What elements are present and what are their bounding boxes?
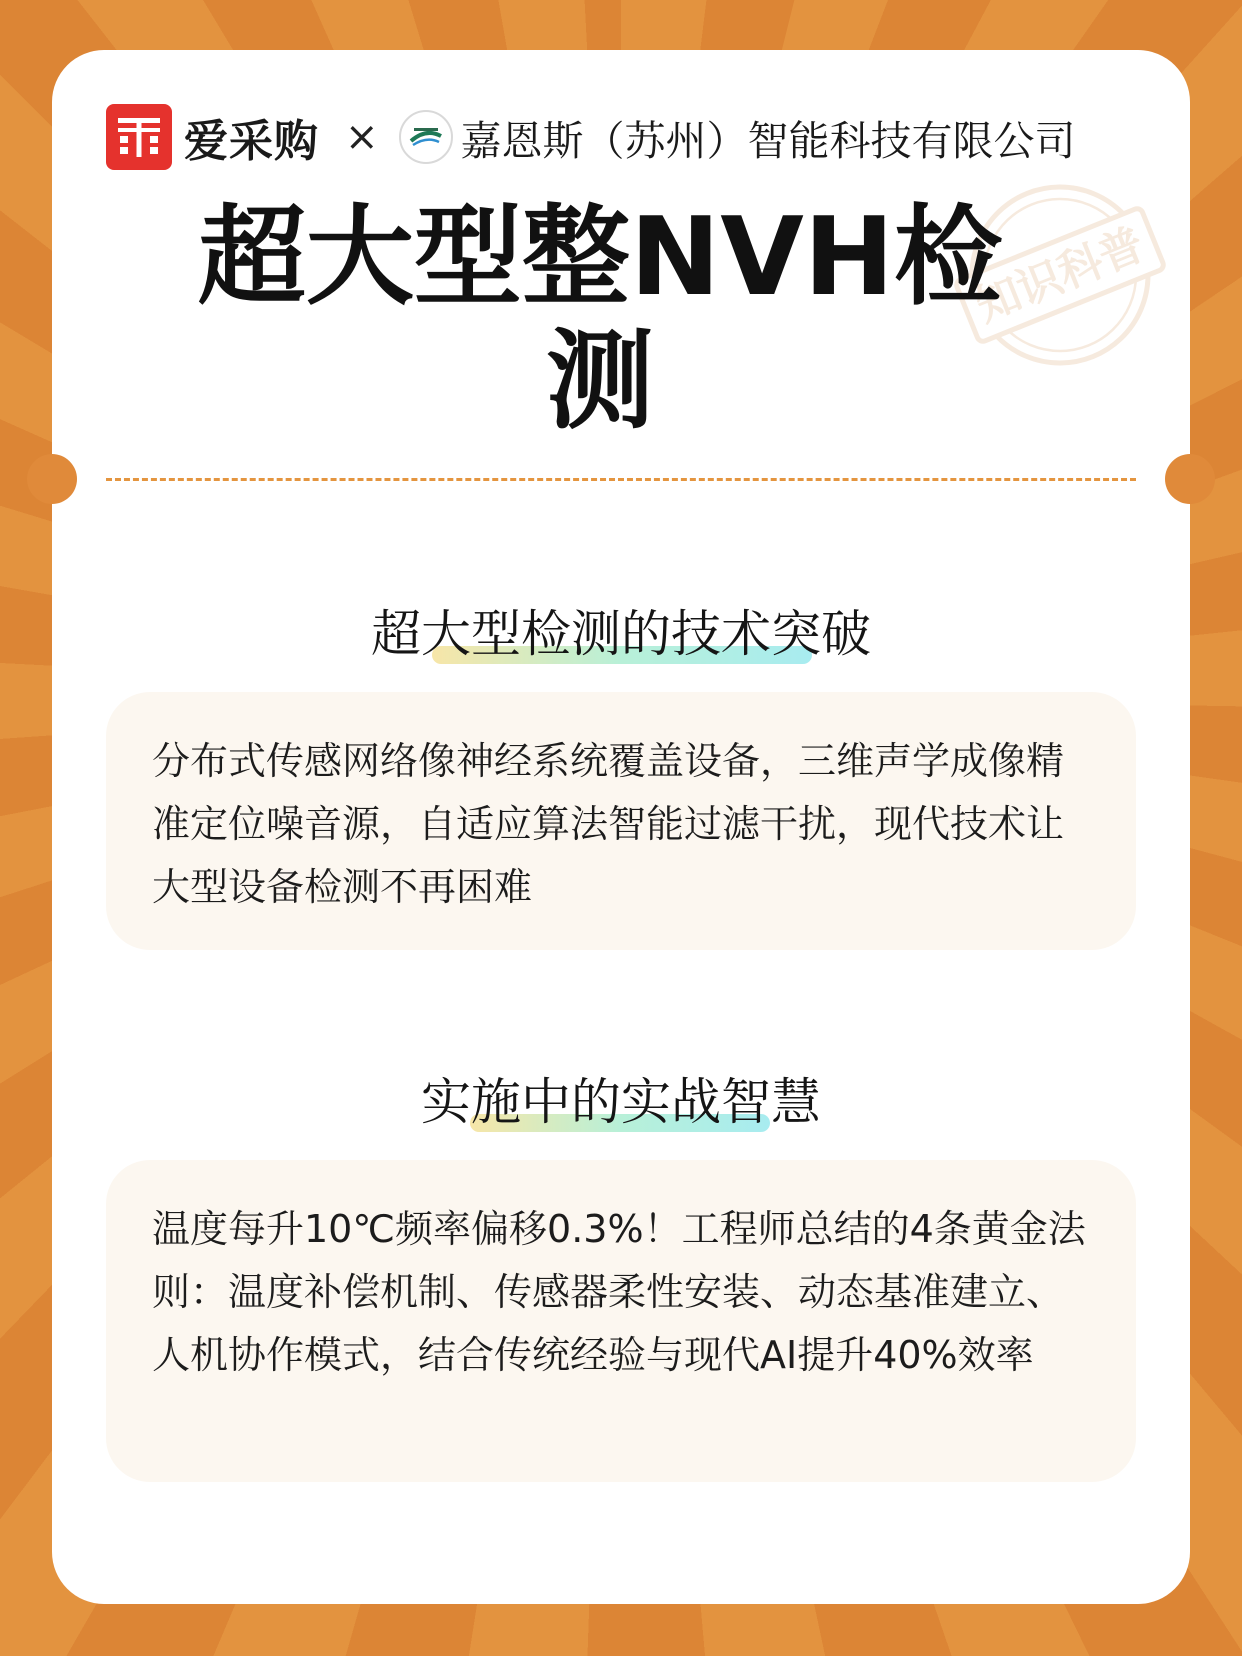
section-box-practice <box>106 1160 1136 1482</box>
aicaigou-logo-icon <box>106 104 172 170</box>
partner-logo-icon <box>399 110 453 164</box>
header <box>106 104 1146 170</box>
collab-times-sign: × <box>345 114 379 160</box>
stamp-text: 知识科普 <box>969 218 1152 333</box>
dashed-divider <box>106 478 1136 481</box>
page-title: 超大型整NVH检测 <box>197 195 1003 444</box>
ticket-notch-left <box>27 454 77 504</box>
section-box-tech <box>106 692 1136 950</box>
section-body-tech: 分布式传感网络像神经系统覆盖设备，三维声学成像精准定位噪音源，自适应算法智能过滤干扰，现代技术让大型设备检测不再困难 <box>152 739 1065 909</box>
ticket-notch-right <box>1165 454 1215 504</box>
section-body-practice: 温度每升10℃频率偏移0.3%！工程师总结的4条黄金法则：温度补偿机制、传感器柔性安装、动态基准建立、人机协作模式，结合传统经验与现代AI提升40%效率 <box>152 1207 1086 1377</box>
section-heading-practice: 实施中的实战智慧 <box>421 1073 821 1131</box>
brand-name: 爱采购 <box>184 116 319 167</box>
partner-name: 嘉恩斯（苏州）智能科技有限公司 <box>460 116 1076 165</box>
section-heading-tech: 超大型检测的技术突破 <box>371 605 871 663</box>
